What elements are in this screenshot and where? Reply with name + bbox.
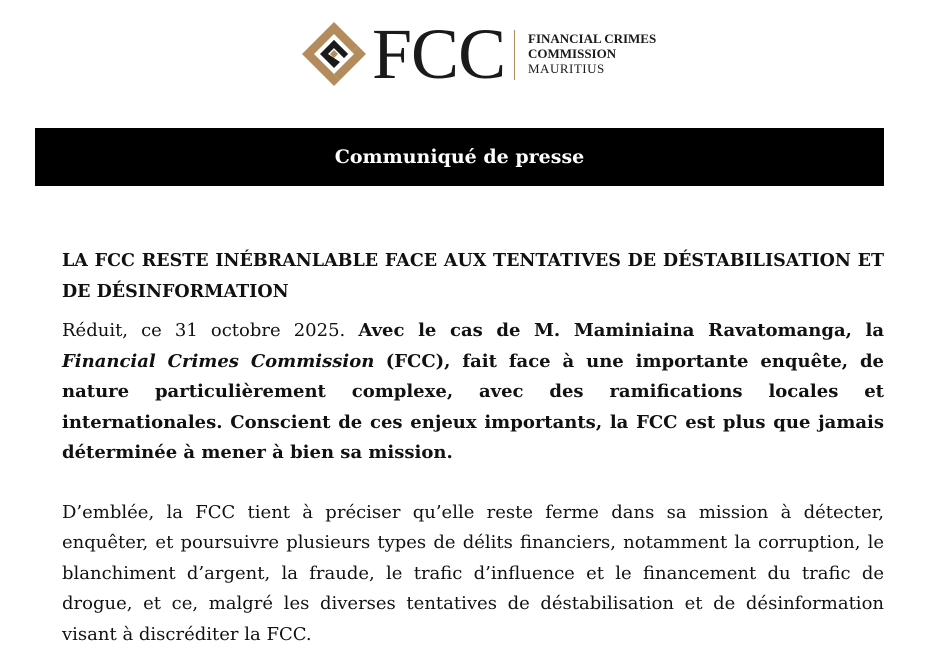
logo-divider (514, 30, 515, 80)
dateline: Réduit, ce 31 octobre 2025. (62, 320, 346, 341)
logo-wordmark: FCC (372, 14, 506, 94)
org-name-line-2: COMMISSION (528, 46, 617, 61)
press-release-banner (35, 128, 884, 186)
article-headline: LA FCC RESTE INÉBRANLABLE FACE AUX TENTATIVES DE DÉSTABILISATION ET DE DÉSINFORMATION (62, 251, 884, 302)
letterhead (0, 0, 951, 110)
org-name-line-1: FINANCIAL CRIMES (528, 31, 657, 46)
paragraph-1-bold-a: Avec le cas de M. Maminiaina Ravatomanga, la (358, 320, 884, 341)
paragraph-1-italic: Financial Crimes Commission (62, 350, 375, 372)
article-body (62, 246, 884, 650)
paragraph-2: D’emblée, la FCC tient à préciser qu’elle reste ferme dans sa mission à détecter, enquêter, et poursuivre plusieurs types de délits financiers, notamment la corruption, le blanchiment d’argent, la fraude, le trafic d’influence et le financement du trafic de drogue, et ce, malgré les diverses tentatives de déstabilisation et de désinformation visant à discréditer la FCC. (62, 501, 884, 645)
org-name-line-3: MAURITIUS (528, 61, 605, 76)
logo-org-name (528, 31, 656, 76)
paragraph-1 (62, 316, 884, 469)
fcc-logo-icon (300, 20, 368, 88)
paragraph-1-bold-b: (FCC), fait face à une importante enquête, de nature particulièrement complexe, avec des ramifications locales et internationales. Conscient de ces enjeux importants, la FCC est plus que jamais déterminée à mener à bien sa mission. (62, 350, 884, 463)
banner-title: Communiqué de presse (334, 146, 585, 168)
